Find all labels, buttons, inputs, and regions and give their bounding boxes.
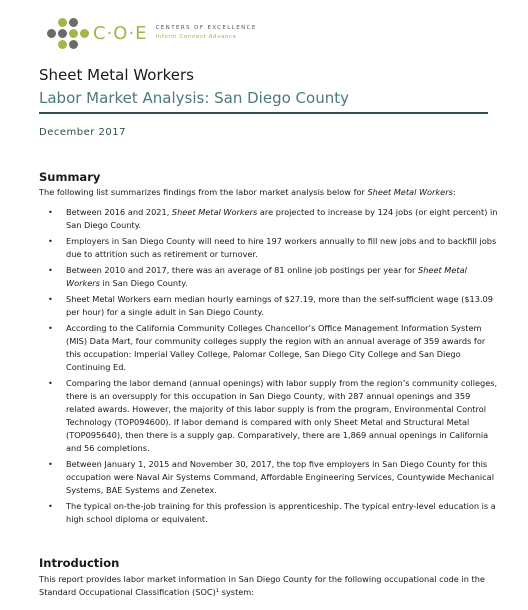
bullet-icon: • xyxy=(48,265,53,275)
document-subtitle: Labor Market Analysis: San Diego County xyxy=(39,89,349,107)
summary-bullet: • Between 2016 and 2021, Sheet Metal Workers are projected to increase by 124 jobs (or eight percent) in San Diego County. xyxy=(48,207,498,230)
title-divider xyxy=(39,112,488,114)
summary-bullet: • According to the California Community Colleges Chancellor’s Office Management Information System (MIS) Data Mart, four community colleges supply the region with an annual average of 359 awards for this occupation: Imperial Valley College, Palomar College, San Diego City College and San Diego Continuing Ed. xyxy=(48,323,486,372)
summary-bullet: • Sheet Metal Workers earn median hourly earnings of $27.19, more than the self-sufficient wage ($13.09 per hour) for a single adult in San Diego County. xyxy=(48,294,493,317)
bullet-icon: • xyxy=(48,323,53,333)
summary-bullet: • Between 2010 and 2017, there was an average of 81 online job postings per year for Sheet Metal Workers in San Diego County. xyxy=(48,265,467,288)
report-date: December 2017 xyxy=(39,127,126,138)
bullet-icon: • xyxy=(48,207,53,217)
summary-bullet: • Comparing the labor demand (annual openings) with labor supply from the region’s community colleges, there is an oversupply for this occupation in San Diego County, with 287 annual openings and 359 related awards. However, the majority of this labor supply is from the program, Environmental Control Technology (TOP094600). If labor demand is compared with only Sheet Metal and Structural Metal (TOP095640), then there is a supply gap. Comparatively, there are 1,869 annual openings in California and 56 completions. xyxy=(48,378,498,453)
summary-intro: The following list summarizes findings from the labor market analysis below for Sheet Metal Workers: xyxy=(39,187,456,197)
summary-heading: Summary xyxy=(39,170,101,184)
logo-mark-text: C·O·E xyxy=(93,22,148,44)
document-title: Sheet Metal Workers xyxy=(39,66,194,84)
logo-line1: CENTERS OF EXCELLENCE xyxy=(155,25,257,31)
summary-bullet: • The typical on-the-job training for this profession is apprenticeship. The typical entry-level education is a high school diploma or equivalent. xyxy=(48,501,496,524)
bullet-icon: • xyxy=(48,459,53,469)
summary-bullet: • Employers in San Diego County will need to hire 197 workers annually to fill new jobs and to backfill jobs due to attrition such as retirement or turnover. xyxy=(48,236,497,259)
coe-logo xyxy=(47,16,257,50)
bullet-icon: • xyxy=(48,236,53,246)
summary-bullet-list xyxy=(39,206,499,529)
summary-bullet: • Between January 1, 2015 and November 30, 2017, the top five employers in San Diego County for this occupation were Naval Air Systems Command, Affordable Engineering Services, Countywide Mechanical Systems, BAE Systems and Zenetex. xyxy=(48,459,494,495)
dots-mark-icon xyxy=(47,16,89,50)
introduction-heading: Introduction xyxy=(39,556,120,570)
logo-line2: Inform Connect Advance xyxy=(155,34,237,40)
introduction-text: This report provides labor market information in San Diego County for the following occupational code in the Standard Occupational Classification (SOC)¹ system: xyxy=(39,574,485,597)
bullet-icon: • xyxy=(48,378,53,388)
bullet-icon: • xyxy=(48,294,53,304)
bullet-icon: • xyxy=(48,501,53,511)
